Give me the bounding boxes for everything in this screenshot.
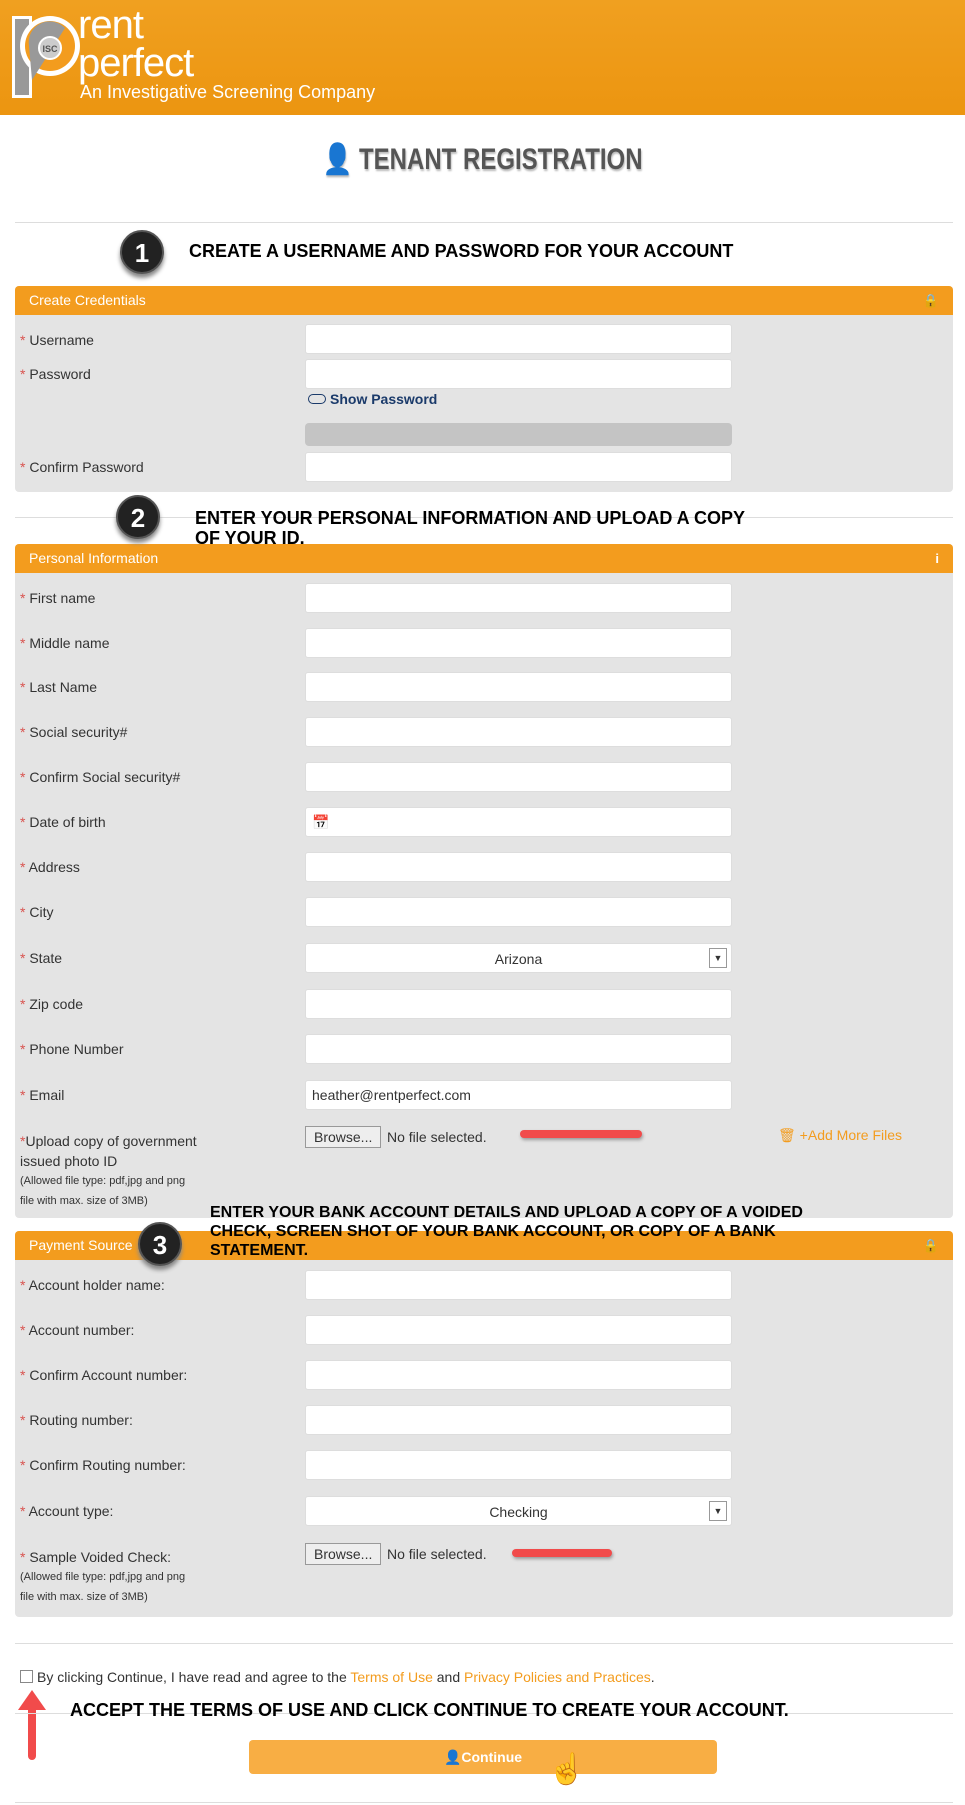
field-label: * Middle name bbox=[20, 635, 110, 651]
field-label: * Confirm Routing number: bbox=[20, 1457, 186, 1473]
check-file-status: No file selected. bbox=[387, 1546, 487, 1562]
text-input[interactable] bbox=[305, 583, 732, 613]
text-input[interactable] bbox=[305, 672, 732, 702]
password-input[interactable] bbox=[305, 359, 732, 389]
confirm-password-label: * Confirm Password bbox=[20, 459, 144, 475]
page-title: 👤 TENANT REGISTRATION bbox=[322, 143, 643, 176]
text-input[interactable] bbox=[305, 1405, 732, 1435]
text-input[interactable] bbox=[305, 852, 732, 882]
text-input[interactable] bbox=[305, 1034, 732, 1064]
add-more-files-link[interactable]: 🗑 +Add More Files bbox=[778, 1127, 903, 1143]
field-label: * City bbox=[20, 904, 54, 920]
terms-of-use-link[interactable]: Terms of Use bbox=[350, 1669, 433, 1685]
trash-icon: 🗑 bbox=[778, 1127, 796, 1143]
red-arrow-left bbox=[512, 1549, 612, 1557]
arrow-head bbox=[18, 1690, 46, 1710]
field-label: * Account number: bbox=[20, 1322, 135, 1338]
email-input[interactable]: heather@rentperfect.com bbox=[305, 1080, 732, 1110]
chevron-down-icon: ▼ bbox=[709, 948, 727, 968]
privacy-policy-link[interactable]: Privacy Policies and Practices bbox=[464, 1669, 651, 1685]
account-type-select[interactable]: Checking ▼ bbox=[305, 1496, 732, 1526]
username-input[interactable] bbox=[305, 324, 732, 354]
text-input[interactable] bbox=[305, 762, 732, 792]
date-of-birth-input[interactable] bbox=[305, 807, 732, 837]
password-label: * Password bbox=[20, 366, 91, 382]
field-label: * State bbox=[20, 950, 63, 966]
terms-text: By clicking Continue, I have read and agree to the Terms of Use and Privacy Policies and Practices. bbox=[37, 1669, 655, 1685]
site-header bbox=[0, 0, 965, 115]
field-label: * Confirm Social security# bbox=[20, 769, 181, 785]
tagline: An Investigative Screening Company bbox=[80, 82, 376, 102]
plus-icon: + bbox=[799, 1127, 808, 1143]
hand-cursor-icon: ☝ bbox=[548, 1753, 586, 1786]
info-icon: i bbox=[935, 551, 939, 566]
step-badge-1: 1 bbox=[120, 230, 164, 274]
field-label: * Account type: bbox=[20, 1503, 114, 1519]
id-file-status: No file selected. bbox=[387, 1129, 487, 1145]
lock-icon: 🔒 bbox=[922, 293, 939, 308]
chevron-down-icon: ▼ bbox=[709, 1501, 727, 1521]
field-label: * Email bbox=[20, 1087, 65, 1103]
lock-icon: 🔒 bbox=[922, 1238, 939, 1253]
user-icon: 👤 bbox=[443, 1749, 462, 1765]
text-input[interactable] bbox=[305, 897, 732, 927]
browse-id-button[interactable]: Browse... bbox=[305, 1126, 381, 1148]
state-select[interactable]: Arizona ▼ bbox=[305, 943, 732, 973]
step-instruction-4: ACCEPT THE TERMS OF USE AND CLICK CONTINUE TO CREATE YOUR ACCOUNT. bbox=[70, 1700, 789, 1720]
step-instruction-3: ENTER YOUR BANK ACCOUNT DETAILS AND UPLOAD A COPY OF A VOIDED CHECK, SCREEN SHOT OF YOUR BANK ACCOUNT, OR COPY OF A BANK STATEMENT. bbox=[210, 1204, 803, 1259]
step-instruction-2: ENTER YOUR PERSONAL INFORMATION AND UPLOAD A COPY OF YOUR ID. bbox=[195, 508, 745, 548]
field-label: * Account holder name: bbox=[20, 1277, 165, 1293]
logo-badge-text: ISC bbox=[42, 44, 58, 54]
text-input[interactable] bbox=[305, 628, 732, 658]
panel-header: Personal Information i bbox=[15, 544, 953, 573]
panel-header: Create Credentials 🔒 bbox=[15, 286, 953, 315]
browse-check-button[interactable]: Browse... bbox=[305, 1543, 381, 1565]
upload-id-label: *Upload copy of government issued photo ID (Allowed file type: pdf,jpg and png file with max. size of 3MB) bbox=[20, 1133, 197, 1207]
field-label: * Phone Number bbox=[20, 1041, 124, 1057]
field-label: * Zip code bbox=[20, 996, 84, 1012]
field-label: * First name bbox=[20, 590, 96, 606]
text-input[interactable] bbox=[305, 1360, 732, 1390]
step-instruction-1: CREATE A USERNAME AND PASSWORD FOR YOUR ACCOUNT bbox=[189, 241, 734, 261]
field-label: * Address bbox=[20, 859, 80, 875]
continue-button[interactable]: 👤Continue bbox=[249, 1740, 717, 1774]
red-arrow-left bbox=[520, 1130, 642, 1138]
field-label: * Date of birth bbox=[20, 814, 106, 830]
user-icon: 👤 bbox=[322, 143, 353, 176]
step-badge-3: 3 bbox=[138, 1222, 182, 1266]
text-input[interactable] bbox=[305, 1270, 732, 1300]
show-password-toggle[interactable]: Show Password bbox=[308, 391, 437, 407]
toggle-icon bbox=[308, 394, 326, 404]
text-input[interactable] bbox=[305, 1450, 732, 1480]
brand-name: rent perfect bbox=[78, 3, 194, 85]
divider bbox=[15, 1643, 953, 1644]
voided-check-label: * Sample Voided Check: (Allowed file type: pdf,jpg and png file with max. size of 3MB) bbox=[20, 1549, 186, 1603]
divider bbox=[15, 222, 953, 223]
text-input[interactable] bbox=[305, 717, 732, 747]
text-input[interactable] bbox=[305, 1315, 732, 1345]
divider bbox=[15, 1802, 953, 1803]
password-strength-bar bbox=[305, 423, 732, 446]
field-label: * Last Name bbox=[20, 679, 98, 695]
field-label: * Confirm Account number: bbox=[20, 1367, 188, 1383]
terms-checkbox[interactable] bbox=[20, 1670, 33, 1683]
step-badge-2: 2 bbox=[116, 495, 160, 539]
username-label: * Username bbox=[20, 332, 94, 348]
confirm-password-input[interactable] bbox=[305, 452, 732, 482]
field-label: * Routing number: bbox=[20, 1412, 133, 1428]
field-label: * Social security# bbox=[20, 724, 128, 740]
text-input[interactable] bbox=[305, 989, 732, 1019]
panel-header: Payment Source 🔒 bbox=[15, 1231, 953, 1260]
calendar-icon: 📅 bbox=[312, 814, 330, 830]
